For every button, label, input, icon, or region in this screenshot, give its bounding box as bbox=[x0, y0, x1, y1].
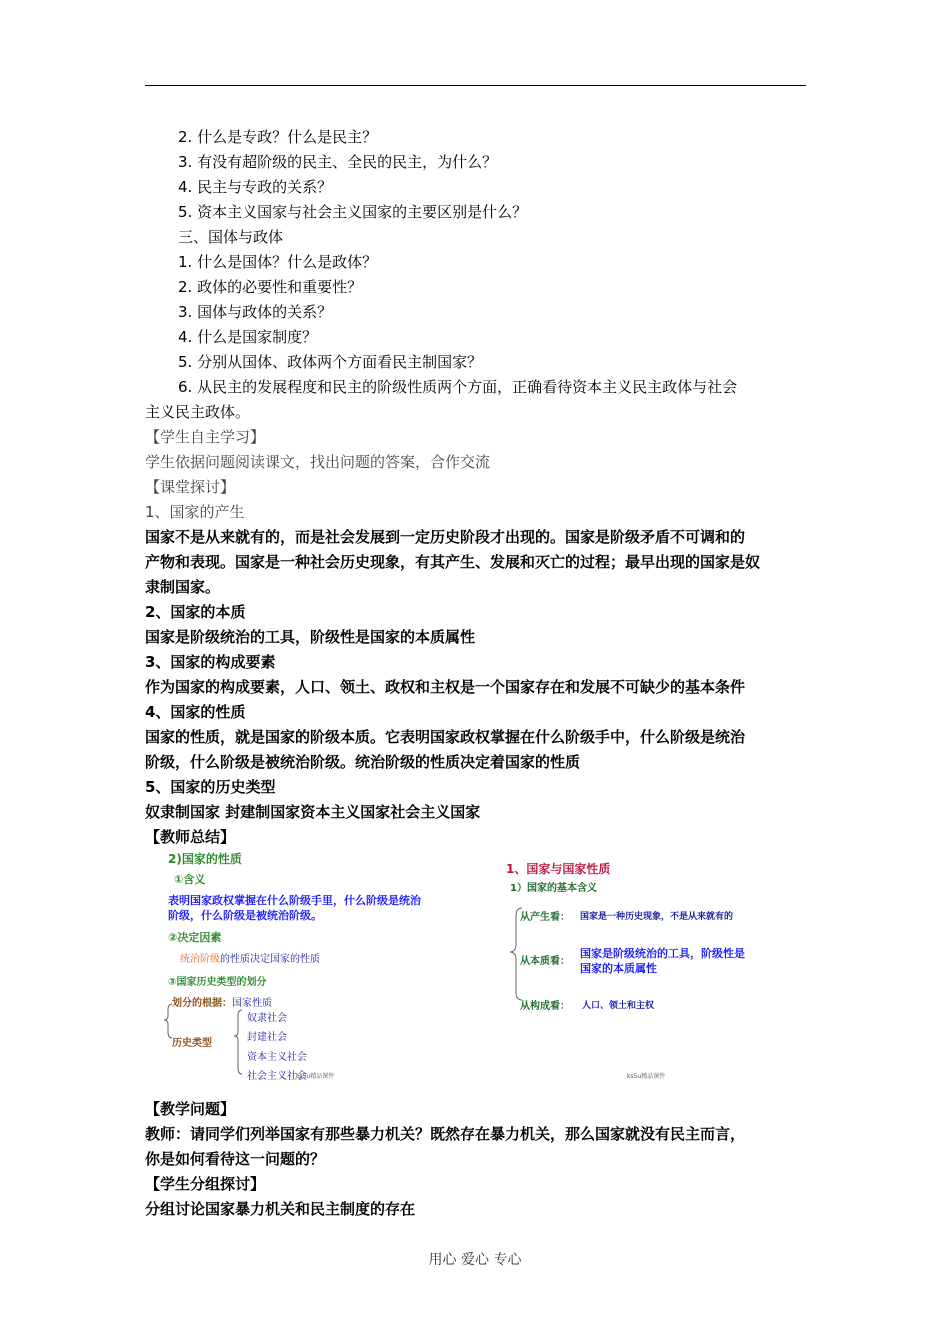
figure-left-item2-text-b: 的性质决定国家的性质 bbox=[220, 954, 320, 965]
question-line: 5. 分别从国体、政体两个方面看民主制国家？ bbox=[178, 353, 483, 371]
figure-left-title: 2)国家的性质 bbox=[168, 852, 242, 866]
topic-text: 阶级，什么阶级是被统治阶级。统治阶级的性质决定着国家的性质 bbox=[145, 753, 581, 771]
group-discuss-text: 分组讨论国家暴力机关和民主制度的存在 bbox=[145, 1200, 416, 1218]
figure-left-item1-text: 阶级，什么阶级是被统治阶级。 bbox=[168, 909, 322, 922]
topic-text: 国家是阶级统治的工具，阶级性是国家的本质属性 bbox=[145, 628, 476, 646]
figure-left-types-label: 历史类型 bbox=[172, 1038, 212, 1049]
figure-right-row-label: 从本质看： bbox=[520, 956, 570, 967]
self-study-text: 学生依据问题阅读课文，找出问题的答案，合作交流 bbox=[145, 453, 491, 471]
question-line: 5. 资本主义国家与社会主义国家的主要区别是什么？ bbox=[178, 203, 528, 221]
figure-left-item1: ①含义 bbox=[174, 873, 206, 886]
topic-text: 隶制国家。 bbox=[145, 578, 221, 596]
question-line: 主义民主政体。 bbox=[145, 403, 251, 421]
teaching-problem-heading: 【教学问题】 bbox=[145, 1100, 236, 1118]
question-line: 4. 民主与专政的关系？ bbox=[178, 178, 333, 196]
figure-left-item2-text-a: 统治阶级 bbox=[180, 954, 220, 965]
question-line: 6. 从民主的发展程度和民主的阶级性质两个方面，正确看待资本主义民主政体与社会 bbox=[178, 378, 738, 396]
topic-text: 作为国家的构成要素，人口、领土、政权和主权是一个国家存在和发展不可缺少的基本条件 bbox=[145, 678, 746, 696]
self-study-heading: 【学生自主学习】 bbox=[145, 428, 266, 446]
figure-left-type: 奴隶社会 bbox=[247, 1013, 287, 1024]
figure-left-item1-text: 表明国家政权掌握在什么阶级手里，什么阶级是统治 bbox=[168, 894, 421, 907]
teaching-problem-text: 你是如何看待这一问题的？ bbox=[145, 1150, 326, 1168]
question-line: 3. 国体与政体的关系？ bbox=[178, 303, 333, 321]
figure-left-item2: ②决定因素 bbox=[168, 931, 222, 944]
figure-left-basis-label: 划分的根据： bbox=[172, 998, 232, 1009]
topic-text: 国家的性质，就是国家的阶级本质。它表明国家政权掌握在什么阶级手中，什么阶级是统治 bbox=[145, 728, 746, 746]
figure-right-row-text: 国家是阶级统治的工具，阶级性是 bbox=[580, 947, 745, 960]
question-line: 2. 什么是专政？什么是民主？ bbox=[178, 128, 378, 146]
teacher-summary-heading: 【教师总结】 bbox=[145, 828, 236, 846]
question-line: 3. 有没有超阶级的民主、全民的民主，为什么？ bbox=[178, 153, 498, 171]
topic-title: 5、国家的历史类型 bbox=[145, 778, 276, 796]
topic-text: 国家不是从来就有的，而是社会发展到一定历史阶段才出现的。国家是阶级矛盾不可调和的 bbox=[145, 528, 746, 546]
page-footer: 用心 爱心 专心 bbox=[428, 1252, 522, 1268]
figure-left-item3: ③国家历史类型的划分 bbox=[168, 977, 267, 988]
question-line: 2. 政体的必要性和重要性？ bbox=[178, 278, 363, 296]
header-rule bbox=[145, 85, 806, 86]
figure-right-row-text: 国家的本质属性 bbox=[580, 962, 657, 975]
group-discuss-heading: 【学生分组探讨】 bbox=[145, 1175, 266, 1193]
figure-right-row-label: 从构成看： bbox=[520, 1001, 570, 1012]
figure-left-watermark: ks5u精品课件 bbox=[296, 1073, 335, 1080]
question-line: 4. 什么是国家制度？ bbox=[178, 328, 318, 346]
figure-right-row-text: 人口、领土和主权 bbox=[582, 1001, 655, 1011]
figure-right-title: 1、国家与国家性质 bbox=[506, 862, 611, 876]
figure-left-item2-text bbox=[180, 950, 320, 965]
figure-right-subtitle: 1）国家的基本含义 bbox=[510, 883, 597, 894]
topic-title: 4、国家的性质 bbox=[145, 703, 246, 721]
figure-right-row-label: 从产生看： bbox=[520, 912, 570, 923]
figure-left-type: 社会主义社会 bbox=[247, 1071, 307, 1082]
section-title: 三、国体与政体 bbox=[178, 228, 284, 246]
figure-left-basis-value: 国家性质 bbox=[232, 998, 272, 1009]
figure-right-watermark: ks5u精品课件 bbox=[627, 1073, 666, 1080]
class-discuss-heading: 【课堂探讨】 bbox=[145, 478, 236, 496]
teaching-problem-text: 教师：请同学们列举国家有那些暴力机关？既然存在暴力机关，那么国家就没有民主而言， bbox=[145, 1125, 746, 1143]
figure-left-brackets bbox=[162, 996, 252, 1082]
topic-text: 奴隶制国家 封建制国家资本主义国家社会主义国家 bbox=[145, 803, 481, 821]
figure-left-type: 资本主义社会 bbox=[247, 1052, 307, 1063]
figure-left-type: 封建社会 bbox=[247, 1032, 287, 1043]
topic-title: 2、国家的本质 bbox=[145, 603, 246, 621]
figure-right-row-text: 国家是一种历史现象，不是从来就有的 bbox=[580, 912, 734, 922]
topic-title: 3、国家的构成要素 bbox=[145, 653, 276, 671]
topic-text: 产物和表现。国家是一种社会历史现象，有其产生、发展和灭亡的过程；最早出现的国家是奴 bbox=[145, 553, 761, 571]
question-line: 1. 什么是国体？什么是政体？ bbox=[178, 253, 378, 271]
topic-title: 1、国家的产生 bbox=[145, 503, 245, 521]
